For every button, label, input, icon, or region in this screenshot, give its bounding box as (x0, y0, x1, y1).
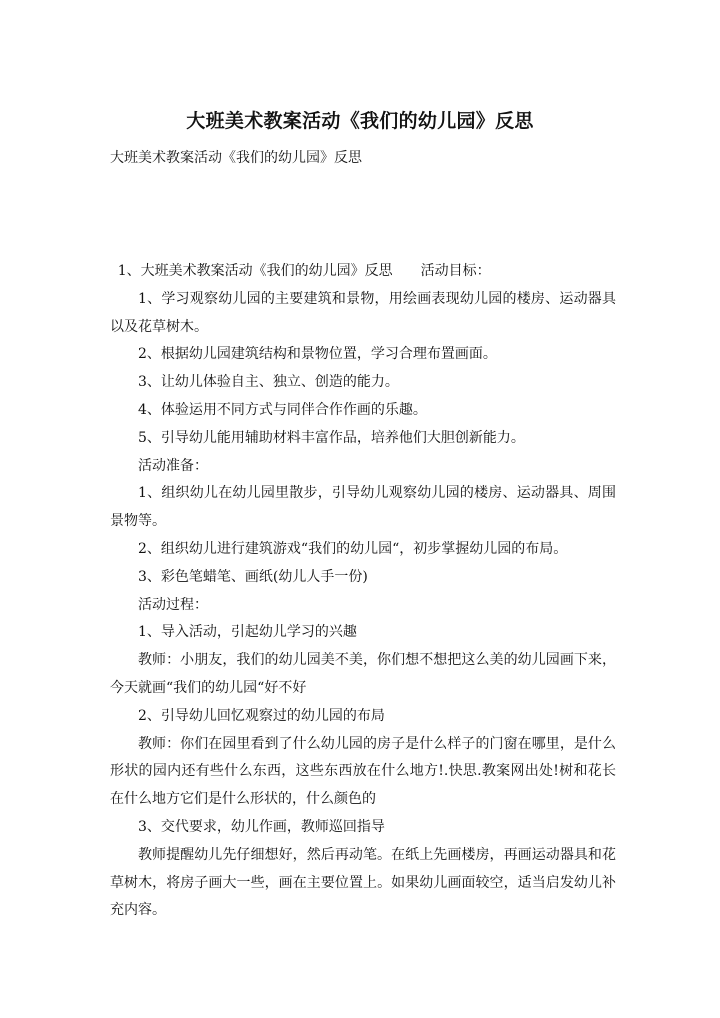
paragraph-prep-1: 1、组织幼儿在幼儿园里散步，引导幼儿观察幼儿园的楼房、运动器具、周围景物等。 (110, 485, 616, 530)
paragraph-process-3: 3、交代要求，幼儿作画，教师巡回指导 (138, 818, 385, 835)
paragraph-goal-1: 1、学习观察幼儿园的主要建筑和景物，用绘画表现幼儿园的楼房、运动器具以及花草树木。 (110, 290, 616, 335)
document-body (110, 258, 616, 925)
paragraph-process-2: 2、引导幼儿回忆观察过的幼儿园的布局 (138, 707, 385, 724)
paragraph-prep-2: 2、组织幼儿进行建筑游戏“我们的幼儿园“，初步掌握幼儿园的布局。 (138, 540, 568, 557)
paragraph-intro: 1、大班美术教案活动《我们的幼儿园》反思 活动目标： (117, 263, 491, 279)
paragraph-goal-4: 4、体验运用不同方式与同伴合作作画的乐趣。 (138, 401, 427, 418)
paragraph-teacher-2: 教师：你们在园里看到了什么幼儿园的房子是什么样子的门窗在哪里，是什么形状的园内还有些什么东西，这些东西放在什么地方!.快思.教案网出处!树和花长在什么地方它们是什么形状的，什么颜色的 (110, 735, 616, 808)
paragraph-goal-2: 2、根据幼儿园建筑结构和景物位置，学习合理布置画面。 (138, 346, 497, 363)
document-title: 大班美术教案活动《我们的幼儿园》反思 (186, 110, 534, 132)
document-subtitle: 大班美术教案活动《我们的幼儿园》反思 (110, 150, 362, 166)
section-heading-process: 活动过程： (138, 596, 208, 613)
paragraph-prep-3: 3、彩色笔蜡笔、画纸(幼儿人手一份) (138, 568, 368, 585)
paragraph-teacher-3: 教师提醒幼儿先仔细想好，然后再动笔。在纸上先画楼房，再画运动器具和花草树木，将房子画大一些，画在主要位置上。如果幼儿画面较空，适当启发幼儿补充内容。 (110, 846, 616, 919)
paragraph-goal-5: 5、引导幼儿能用辅助材料丰富作品，培养他们大胆创新能力。 (138, 429, 525, 446)
paragraph-process-1: 1、导入活动，引起幼儿学习的兴趣 (138, 624, 357, 641)
section-heading-preparation: 活动准备： (138, 457, 208, 474)
paragraph-goal-3: 3、让幼儿体验自主、独立、创造的能力。 (138, 374, 399, 391)
paragraph-teacher-1: 教师：小朋友，我们的幼儿园美不美，你们想不想把这么美的幼儿园画下来，今天就画“我们的幼儿园“好不好 (110, 652, 616, 696)
